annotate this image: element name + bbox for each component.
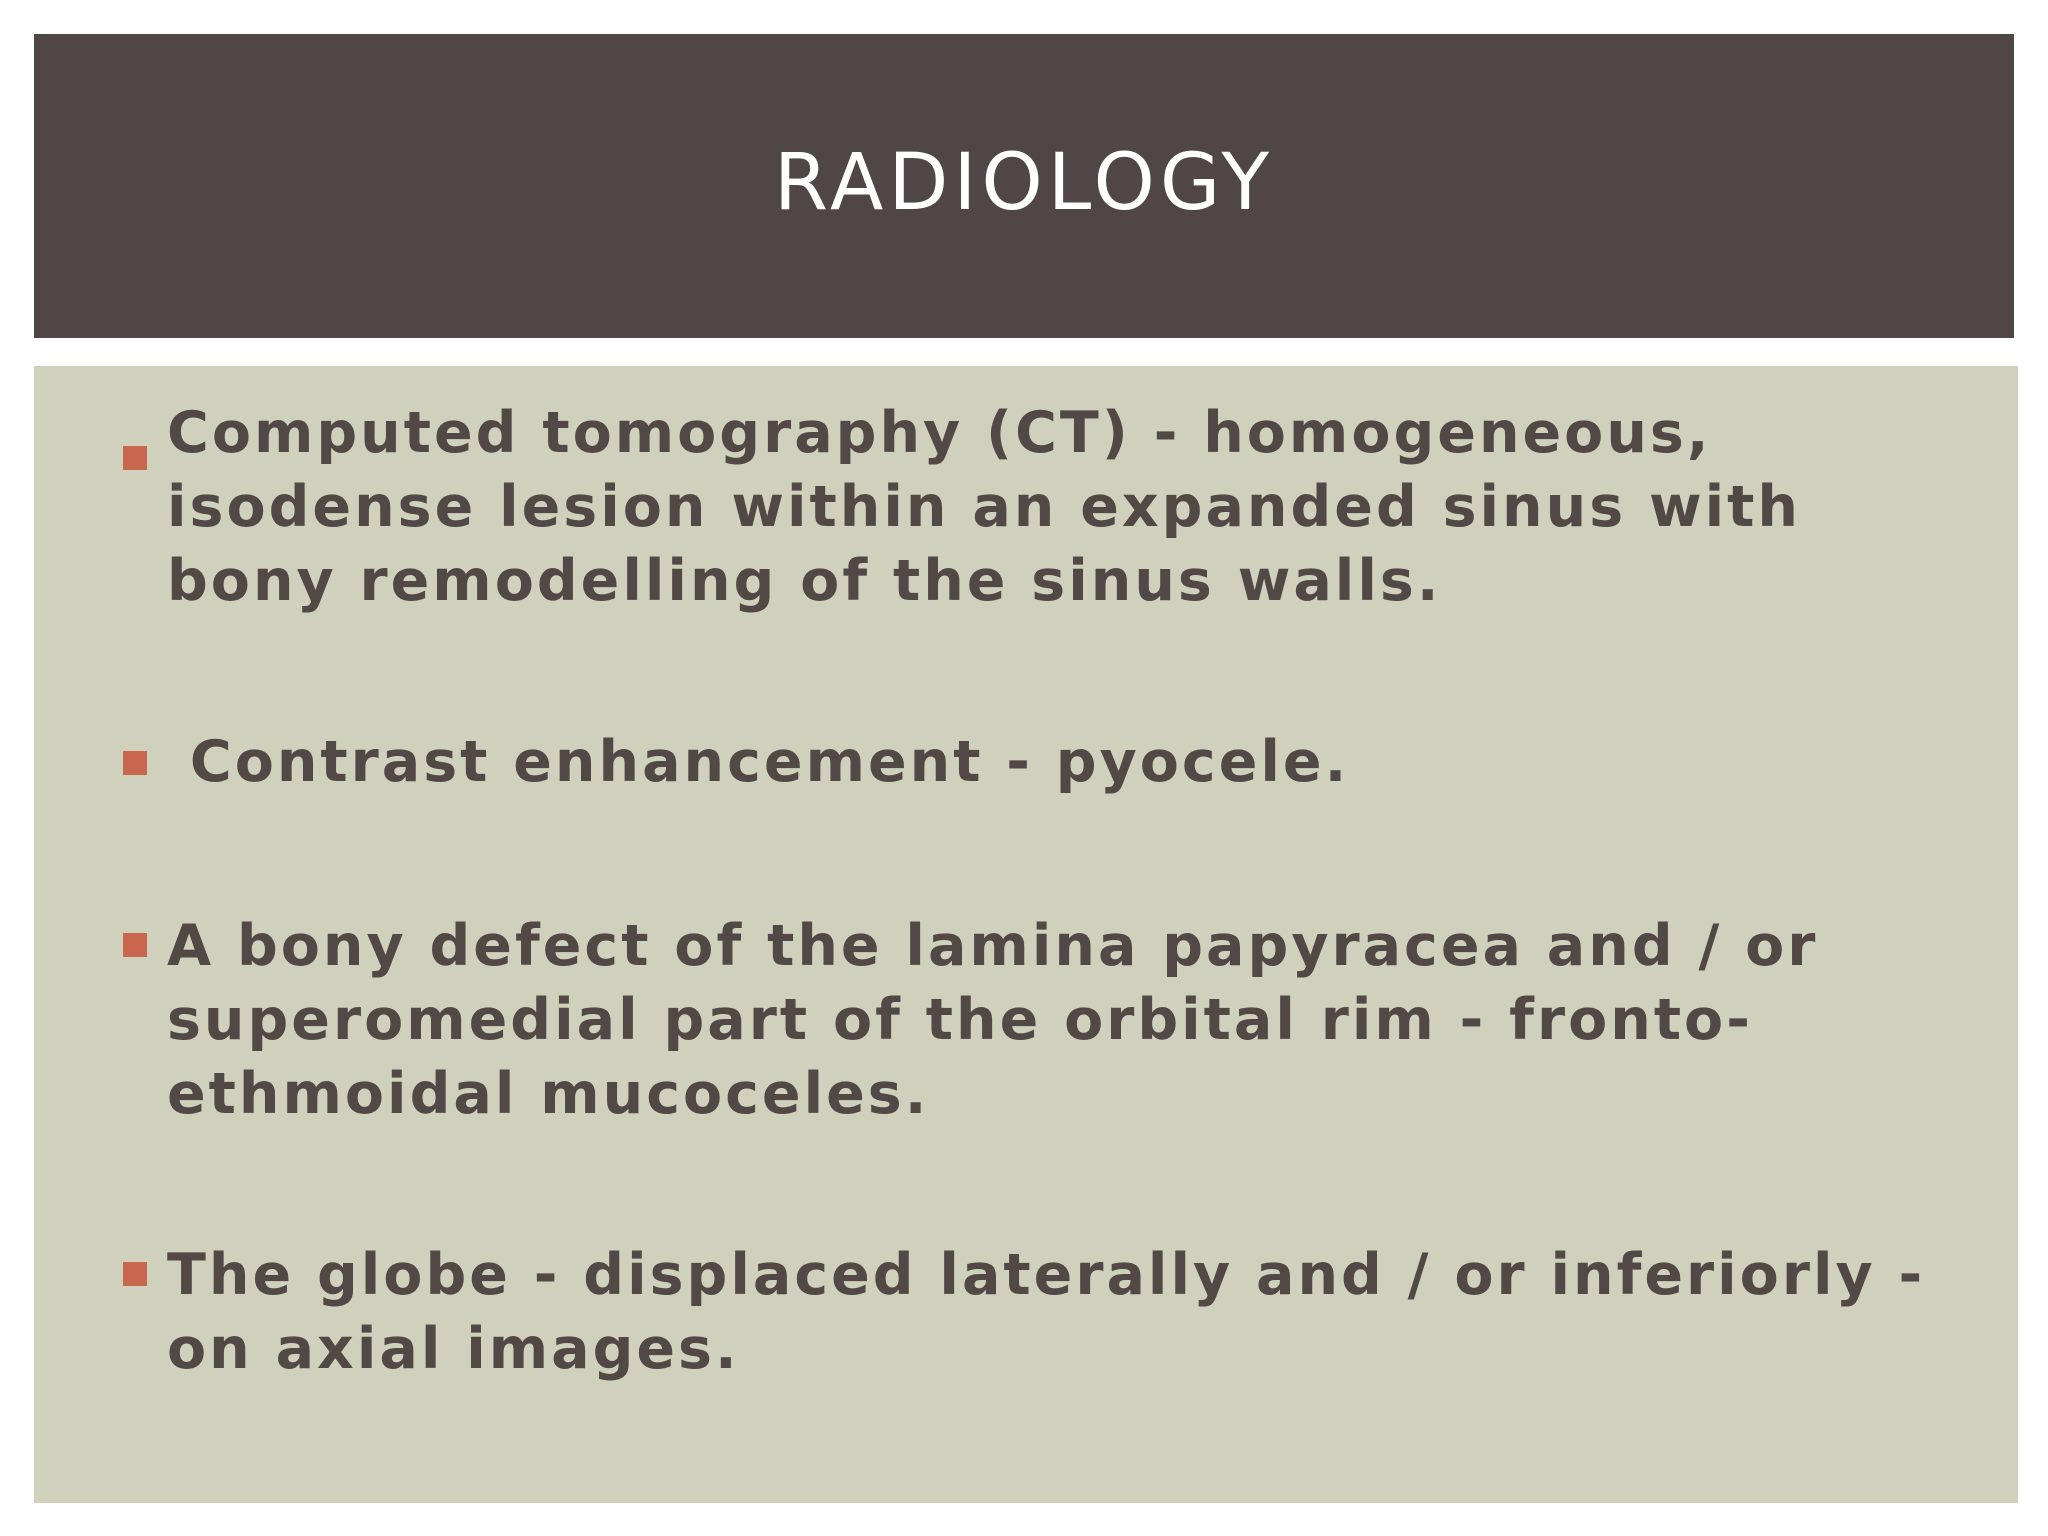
slide-title: RADIOLOGY	[773, 138, 1275, 228]
bullet-text: A bony defect of the lamina papyracea and / or superomedial part of the orbital rim - fronto-ethmoidal mucoceles.	[167, 913, 1842, 1127]
bullet-square-icon	[123, 446, 147, 470]
bullet-square-icon	[123, 1262, 147, 1286]
bullet-square-icon	[123, 751, 147, 775]
bullet-square-icon	[123, 933, 147, 957]
bullet-text: Computed tomography (CT) - homogeneous, isodense lesion within an expanded sinus with bony remodelling of the sinus walls.	[167, 400, 1824, 614]
title-bar	[34, 34, 2014, 338]
content-area	[34, 366, 2018, 1503]
bullet-text: Contrast enhancement - pyocele.	[167, 729, 1350, 795]
bullet-text: The globe - displaced laterally and / or inferiorly - on axial images.	[167, 1242, 1949, 1382]
